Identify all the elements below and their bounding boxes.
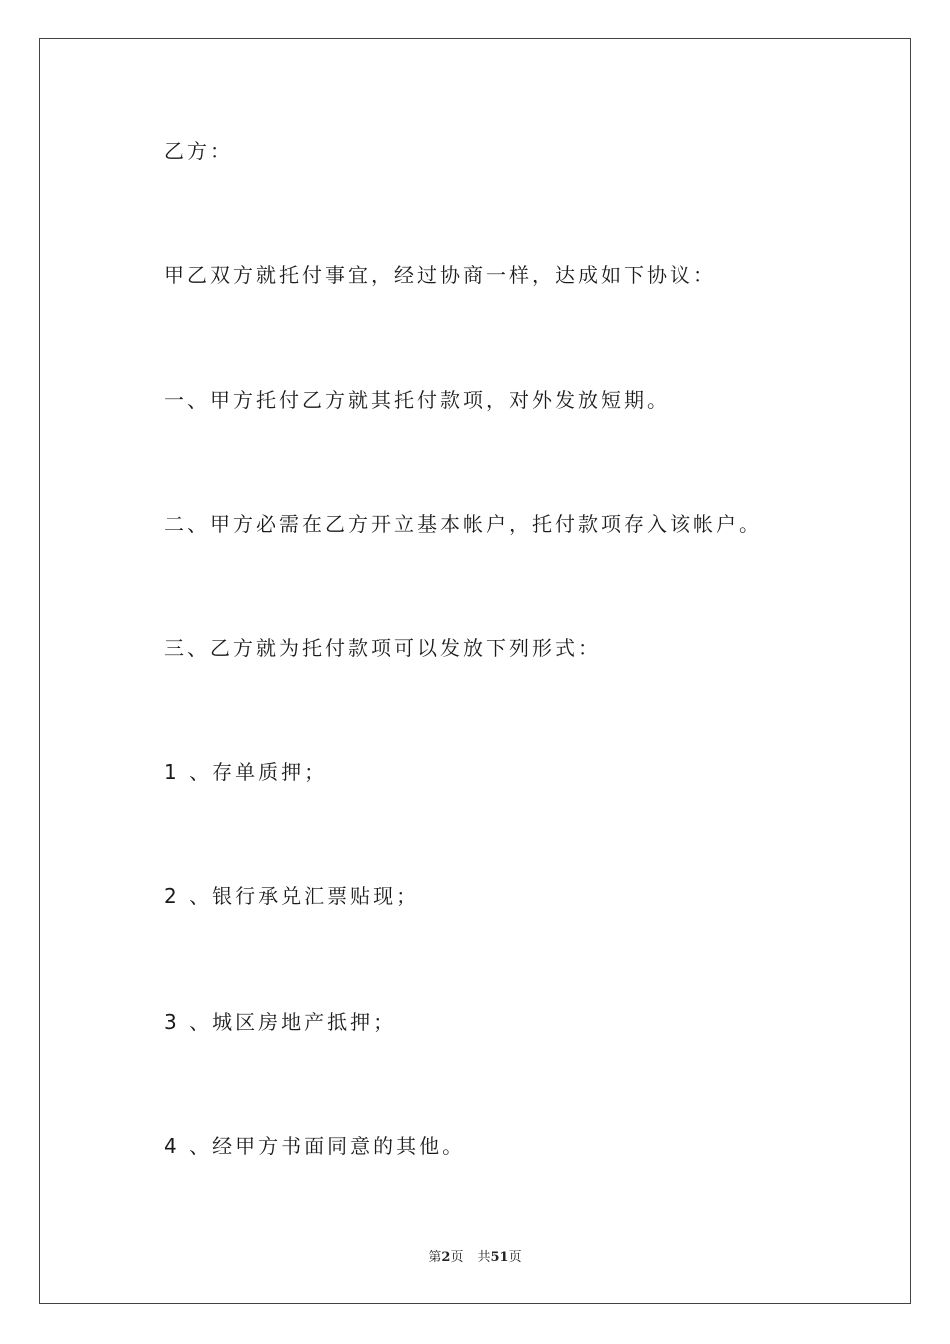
total-prefix: 共 bbox=[477, 1250, 491, 1265]
page-prefix: 第 bbox=[428, 1250, 442, 1265]
list-item-2: 2 、银行承兑汇票贴现； bbox=[164, 884, 420, 908]
list-item-4: 4 、经甲方书面同意的其他。 bbox=[164, 1134, 466, 1158]
total-suffix: 页 bbox=[508, 1250, 522, 1265]
page-footer bbox=[0, 1250, 950, 1266]
list-item-3: 3 、城区房地产抵押； bbox=[164, 1010, 397, 1034]
clause-3: 三、乙方就为托付款项可以发放下列形式： bbox=[164, 636, 601, 660]
intro-paragraph: 甲乙双方就托付事宜，经过协商一样，达成如下协议： bbox=[164, 263, 716, 287]
current-page-number: 2 bbox=[441, 1250, 451, 1265]
party-b-label: 乙方： bbox=[164, 139, 233, 163]
list-item-1: 1 、存单质押； bbox=[164, 760, 328, 784]
page-suffix: 页 bbox=[450, 1250, 464, 1265]
clause-1: 一、甲方托付乙方就其托付款项，对外发放短期。 bbox=[164, 388, 670, 412]
page-border bbox=[39, 38, 911, 1304]
clause-2: 二、甲方必需在乙方开立基本帐户，托付款项存入该帐户。 bbox=[164, 512, 762, 536]
total-pages-number: 51 bbox=[490, 1250, 509, 1265]
